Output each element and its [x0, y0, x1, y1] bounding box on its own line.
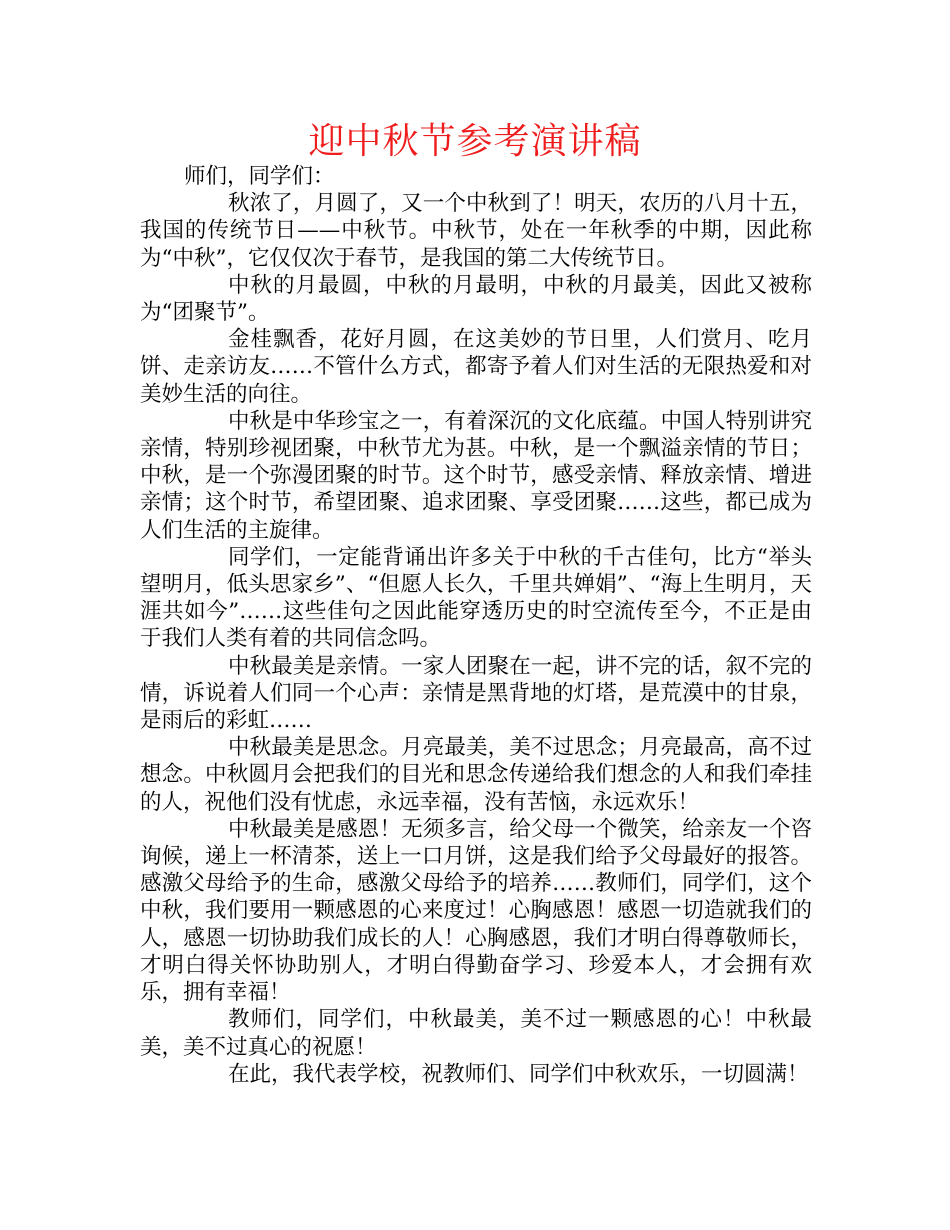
document-body: [140, 163, 812, 1088]
paragraph: 金桂飘香，花好月圆，在这美妙的节日里，人们赏月、吃月饼、走亲访友……不管什么方式，都寄予着人们对生活的无限热爱和对美妙生活的向往。: [140, 327, 812, 407]
paragraph: 秋浓了，月圆了，又一个中秋到了！明天，农历的八月十五，我国的传统节日——中秋节。中秋节，处在一年秋季的中期，因此称为“中秋”，它仅仅次于春节，是我国的第二大传统节日。: [140, 191, 812, 271]
paragraph: 同学们，一定能背诵出许多关于中秋的千古佳句，比方“举头望明月，低头思家乡”、“但愿人长久，千里共婵娟”、“海上生明月，天涯共如今”……这些佳句之因此能穿透历史的时空流传至今，不正是由于我们人类有着的共同信念吗。: [140, 544, 812, 652]
document-title: 迎中秋节参考演讲稿: [308, 121, 642, 162]
paragraph: 教师们，同学们，中秋最美，美不过一颗感恩的心！中秋最美，美不过真心的祝愿！: [140, 1007, 812, 1060]
paragraph: 中秋最美是思念。月亮最美，美不过思念；月亮最高，高不过想念。中秋圆月会把我们的目光和思念传递给我们想念的人和我们牵挂的人，祝他们没有忧虑，永远幸福，没有苦恼，永远欢乐！: [140, 735, 812, 815]
paragraph: 在此，我代表学校，祝教师们、同学们中秋欢乐，一切圆满！: [228, 1061, 809, 1087]
salutation: 师们，同学们：: [184, 164, 335, 189]
paragraph: 中秋的月最圆，中秋的月最明，中秋的月最美，因此又被称为“团聚节”。: [140, 272, 812, 326]
paragraph: 中秋是中华珍宝之一，有着深沉的文化底蕴。中国人特别讲究亲情，特别珍视团聚，中秋节尤为甚。中秋，是一个飘溢亲情的节日；中秋，是一个弥漫团聚的时节。这个时节，感受亲情、释放亲情、增进亲情；这个时节，希望团聚、追求团聚、享受团聚……这些，都已成为人们生活的主旋律。: [140, 408, 812, 543]
paragraph: 中秋最美是亲情。一家人团聚在一起，讲不完的话，叙不完的情，诉说着人们同一个心声：亲情是黑背地的灯塔，是荒漠中的甘泉，是雨后的彩虹……: [140, 653, 812, 734]
paragraph: 中秋最美是感恩！无须多言，给父母一个微笑，给亲友一个咨询候，递上一杯清茶，送上一口月饼，这是我们给予父母最好的报答。感激父母给予的生命，感激父母给予的培养……教师们，同学们，这个中秋，我们要用一颗感恩的心来度过！心胸感恩！感恩一切造就我们的人，感恩一切协助我们成长的人！心胸感恩，我们才明白得尊敬师长，才明白得关怀协助别人，才明白得勤奋学习、珍爱本人，才会拥有欢乐，拥有幸福！: [140, 816, 812, 1006]
